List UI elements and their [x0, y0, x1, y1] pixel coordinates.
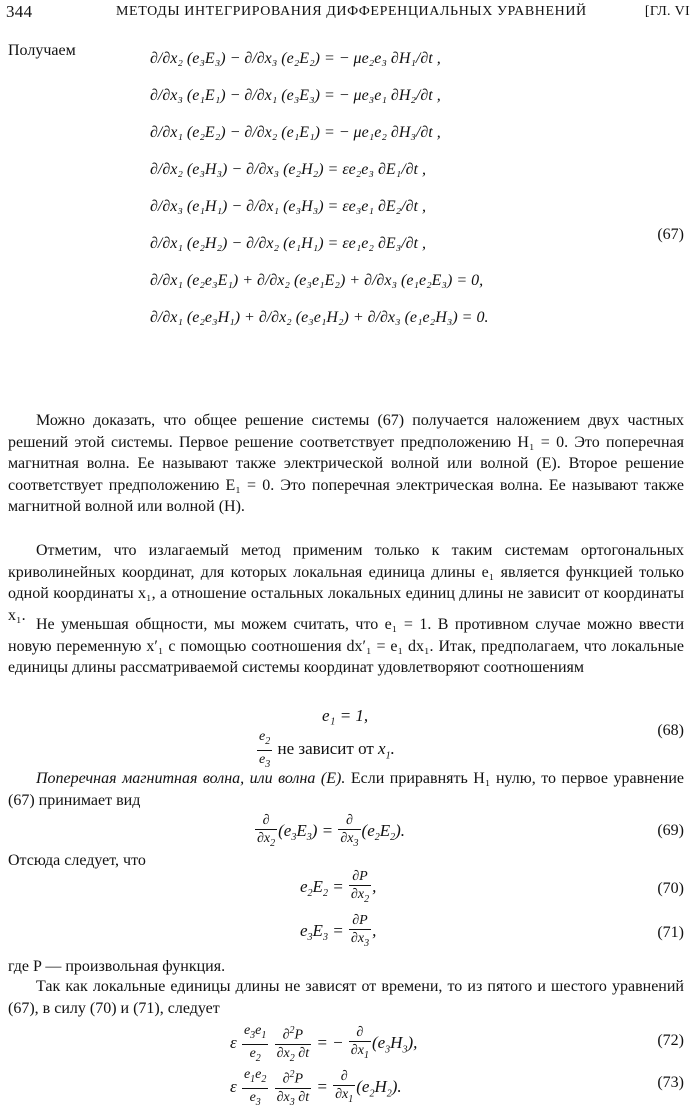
equation-number: (72)	[657, 1032, 684, 1049]
chapter-label: [ГЛ. VI	[644, 4, 690, 19]
equation-68-line1: e₁ = 1,	[322, 706, 369, 725]
page-header	[6, 2, 694, 24]
paragraph-4	[8, 768, 684, 811]
intro-text: Получаем	[8, 42, 76, 59]
equation-number: (71)	[657, 924, 684, 941]
running-title: МЕТОДЫ ИНТЕГРИРОВАНИЯ ДИФФЕРЕНЦИАЛЬНЫХ УРАВНЕНИЙ	[116, 4, 587, 19]
equation-number: (68)	[657, 722, 684, 739]
equation-70: $e_2E_2$ = $\frac{\partial P}{\partial x_2}$ ,	[300, 869, 377, 905]
equation-system-67	[150, 50, 488, 346]
paragraph-2: Отметим, что излагаемый метод применим только к таким системам ортогональных криволинейных координат, для которых локальная единица длины e₁ является функцией только одной координаты x₁, а отношение остальных локальных единиц длины не зависит от координаты x₁.	[8, 542, 684, 624]
equation-number: (73)	[657, 1074, 684, 1091]
equation-row: ∂/∂x₁ (e₂E₂) − ∂/∂x₂ (e₁E₁) = − μe₁e₂ ∂H₃/∂t ,	[150, 124, 441, 141]
section-title: Поперечная магнитная волна, или волна (E).	[36, 770, 346, 787]
paragraph-4-text: Если приравнять H₁ нулю, то первое уравнение (67) принимает вид	[8, 770, 685, 809]
equation-69: ∂ $\partial x_2$ $(e_3E_3)$ = ∂ $\partial x_3$ $(e_2E_2)$.	[257, 813, 406, 849]
equation-number: (70)	[657, 880, 684, 897]
gde-text: где P — произвольная функция.	[8, 958, 226, 975]
equation-row: ∂/∂x₁ (e₂H₂) − ∂/∂x₂ (e₁H₁) = εe₁e₂ ∂E₃/∂t ,	[150, 235, 426, 252]
equation-71: $e_3E_3$ = $\frac{\partial P}{\partial x_3}$ ,	[300, 913, 377, 949]
paragraph-3: Не уменьшая общности, мы можем считать, что e₁ = 1. В противном случае можно ввести новую переменную x′₁ с помощью соотношения dx′₁ = e₁ dx₁. Итак, предполагаем, что локальные единицы длины рассматриваемой системы координат удовлетворяют соотношениям	[8, 616, 684, 676]
equation-row: ∂/∂x₃ (e₁H₁) − ∂/∂x₁ (e₃H₃) = εe₃e₁ ∂E₂/∂t ,	[150, 198, 426, 215]
equation-row: ∂/∂x₃ (e₁E₁) − ∂/∂x₁ (e₃E₃) = − μe₃e₁ ∂H₂/∂t ,	[150, 87, 441, 104]
equation-row: ∂/∂x₂ (e₃E₃) − ∂/∂x₃ (e₂E₂) = − μe₂e₃ ∂H₁/∂t ,	[150, 50, 441, 67]
equation-68-text: не зависит от	[277, 739, 374, 759]
equation-68-line2: $\frac{e_2}{e_3}$ не зависит от $x_1$.	[259, 729, 395, 770]
equation-number: (69)	[657, 822, 684, 839]
equation-row: ∂/∂x₁ (e₂e₃H₁) + ∂/∂x₂ (e₃e₁H₂) + ∂/∂x₃ (e₁e₂H₃) = 0.	[150, 309, 489, 326]
paragraph-1: Можно доказать, что общее решение системы (67) получается наложением двух частных решений этой системы. Первое решение соответствует предположению H₁ = 0. Это поперечная магнитная волна. Ее называют также электрической волной или волной (E). Второе решение соответствует предположению E₁ = 0. Это поперечная электрическая волна. Ее называют также магнитной волной или волной (H).	[8, 412, 684, 515]
otsyuda-text: Отсюда следует, что	[8, 852, 146, 869]
equation-row: ∂/∂x₁ (e₂e₃E₁) + ∂/∂x₂ (e₃e₁E₂) + ∂/∂x₃ (e₁e₂E₃) = 0,	[150, 272, 484, 289]
equation-number: (67)	[657, 226, 684, 243]
equation-73: ε $\frac{e_1e_2}{e_3}$ $\frac{\partial^2P}{\partial x_3 \partial t}$ = ∂ $\partial x_1$ $(e_2H_2)$.	[230, 1067, 402, 1108]
paragraph-5: Так как локальные единицы длины не зависят от времени, то из пятого и шестого уравнений (67), в силу (70) и (71), следует	[8, 978, 684, 1017]
equation-row: ∂/∂x₂ (e₃H₃) − ∂/∂x₃ (e₂H₂) = εe₂e₃ ∂E₁/∂t ,	[150, 161, 426, 178]
page-number: 344	[6, 2, 33, 21]
equation-72: ε $\frac{e_3e_1}{e_2}$ $\frac{\partial^2P}{\partial x_2 \partial t}$ = − ∂ $\partial x_1$ $(e_3H_3)$,	[230, 1023, 418, 1064]
